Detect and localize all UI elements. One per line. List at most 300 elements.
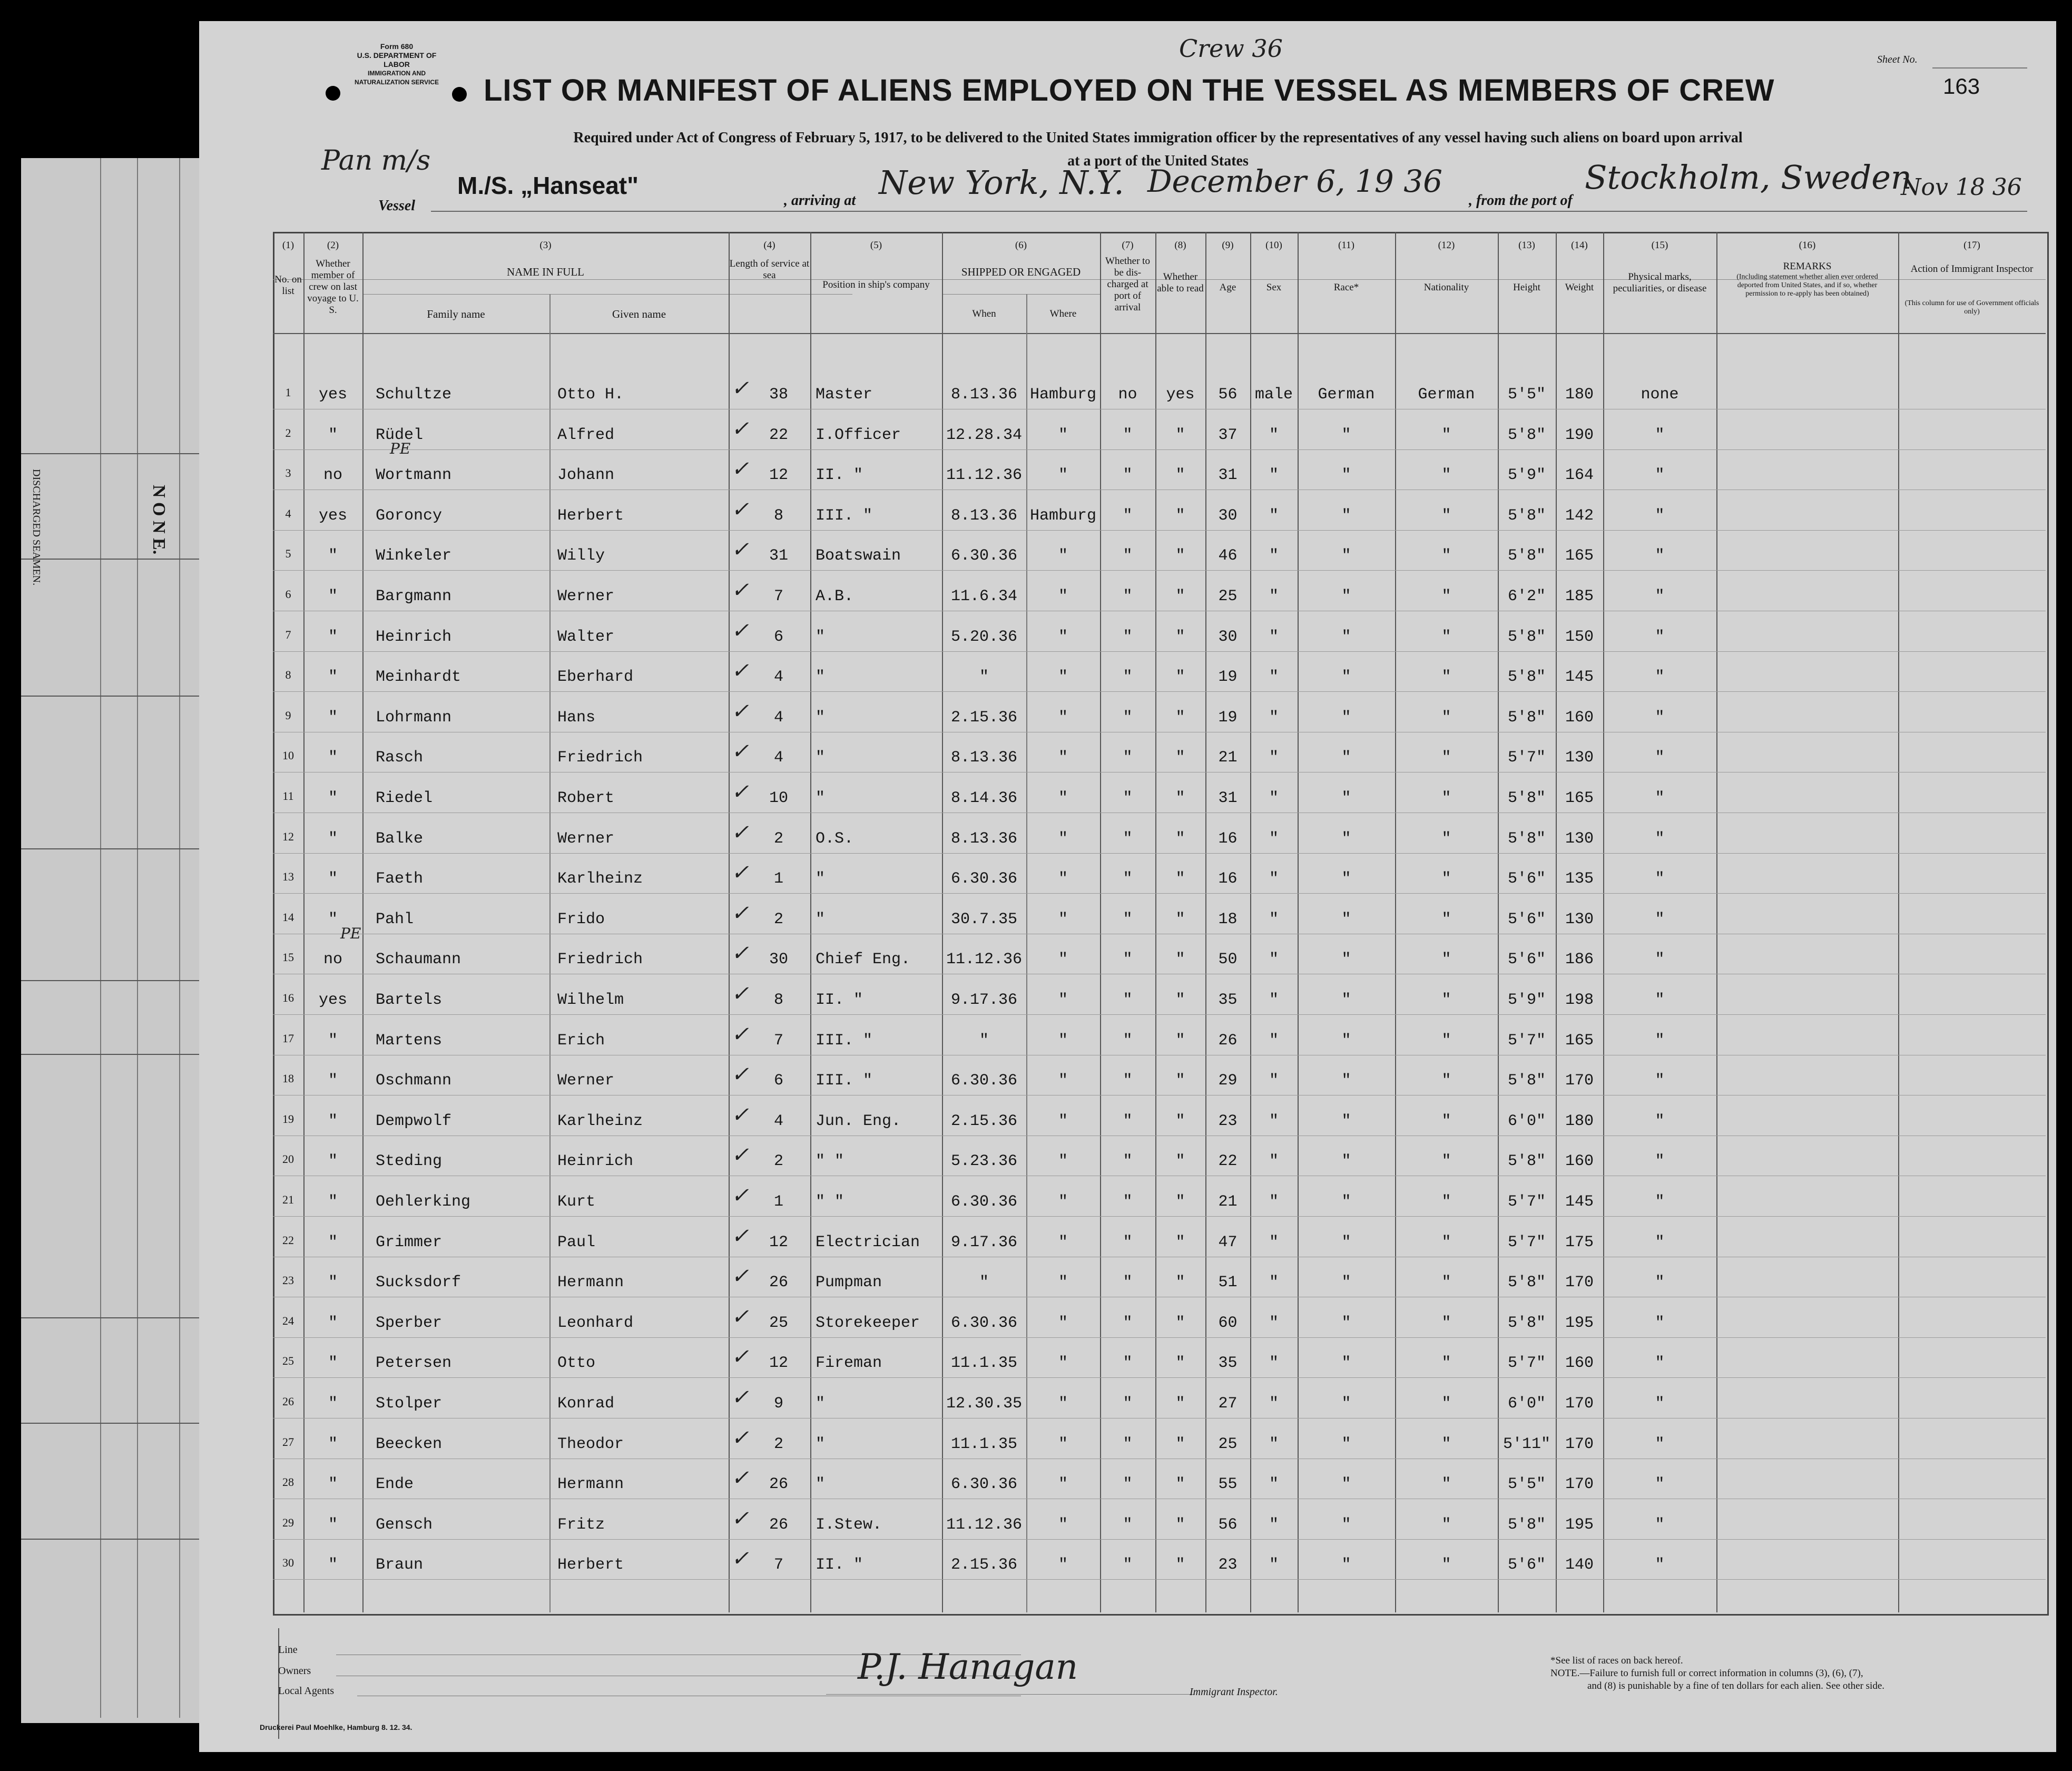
cell-pos-row-11: " [816,789,826,807]
cell-ht-row-3: 5'9" [1507,466,1546,485]
cell-when-row-20: 5.23.36 [950,1152,1018,1171]
cell-pos-row-3: II. " [816,466,863,485]
cell-n-row-22: 22 [282,1233,294,1247]
cell-nat-row-10: " [1441,749,1451,767]
cell-pos-row-1: Master [816,386,873,404]
cell-sex-row-28: " [1269,1475,1279,1494]
manifest-sheet [199,21,2056,1752]
cell-fam-row-29: Gensch [376,1515,433,1534]
cell-n-row-5: 5 [285,547,291,561]
cell-read-row-16: " [1175,991,1185,1009]
cell-pos-row-16: II. " [816,991,863,1009]
cell-read-row-15: " [1175,951,1185,969]
cell-where-row-21: " [1058,1193,1068,1211]
cell-fam-row-11: Riedel [376,789,433,807]
cell-age-row-24: 60 [1218,1314,1238,1332]
cell-dis-row-2: " [1123,426,1133,444]
cell-len-row-25: 12 [769,1354,788,1373]
hdr-length: Length of service at sea [729,258,810,281]
cell-wt-row-16: 198 [1565,991,1594,1009]
cell-m-row-7: " [328,628,338,646]
cell-ht-row-24: 5'8" [1507,1314,1546,1332]
check-mark-icon: ✓ [731,1183,749,1208]
cell-read-row-26: " [1175,1395,1185,1413]
cell-read-row-20: " [1175,1152,1185,1171]
cell-read-row-28: " [1175,1475,1185,1494]
cell-race-row-6: " [1341,588,1351,605]
cell-fam-row-3: Wortmann [376,466,452,485]
cell-len-row-23: 26 [769,1274,788,1292]
cell-giv-row-10: Friedrich [557,749,643,767]
check-mark-icon: ✓ [731,820,749,845]
cell-race-row-14: " [1341,910,1351,928]
cell-giv-row-2: Alfred [557,426,615,444]
cell-when-row-26: 12.30.35 [946,1395,1023,1413]
cell-n-row-2: 2 [285,426,291,439]
cell-age-row-16: 35 [1218,991,1238,1009]
cell-race-row-22: " [1341,1233,1351,1251]
cell-pos-row-2: I.Officer [816,426,901,444]
cell-wt-row-21: 145 [1565,1193,1594,1211]
cell-where-row-30: " [1058,1556,1068,1574]
cell-read-row-22: " [1175,1233,1185,1251]
cell-m-row-12: " [328,829,338,848]
cell-wt-row-20: 160 [1565,1152,1594,1171]
cell-m-row-24: " [328,1314,338,1332]
cell-age-row-7: 30 [1218,628,1238,646]
cell-len-row-4: 8 [773,506,783,525]
cell-wt-row-24: 195 [1565,1314,1594,1332]
cell-nat-row-13: " [1441,870,1451,888]
cell-ht-row-1: 5'5" [1507,386,1546,404]
cell-age-row-28: 55 [1218,1475,1238,1494]
cell-nat-row-18: " [1441,1072,1451,1090]
cell-dis-row-25: " [1123,1354,1133,1373]
cell-read-row-24: " [1175,1314,1185,1332]
cell-m-row-3: no [323,466,342,485]
cell-where-row-2: " [1058,426,1068,444]
cell-race-row-5: " [1341,547,1351,565]
cell-read-row-9: " [1175,708,1185,727]
cell-ht-row-22: 5'7" [1507,1233,1546,1251]
from-port: Stockholm, Sweden [1585,158,1912,197]
cell-sex-row-20: " [1269,1152,1279,1171]
cell-len-row-3: 12 [769,466,788,485]
cell-when-row-18: 6.30.36 [950,1072,1018,1090]
cell-dis-row-27: " [1123,1435,1133,1453]
cell-phys-row-6: " [1655,588,1665,605]
cell-ht-row-10: 5'7" [1507,749,1546,767]
cell-fam-row-27: Beecken [376,1435,443,1453]
cell-dis-row-28: " [1123,1475,1133,1494]
cell-when-row-29: 11.12.36 [946,1515,1023,1534]
cell-m-row-20: " [328,1152,338,1171]
cell-nat-row-20: " [1441,1152,1451,1171]
cell-age-row-11: 31 [1218,789,1238,807]
cell-n-row-6: 6 [285,588,291,601]
cell-n-row-10: 10 [282,749,294,762]
cell-age-row-14: 18 [1218,910,1238,928]
cell-len-row-15: 30 [769,951,788,969]
top-annotation: Crew 36 [1179,34,1283,63]
hdr-name-full: NAME IN FULL [507,266,584,278]
cell-nat-row-22: " [1441,1233,1451,1251]
cell-m-row-15: no [323,951,342,969]
cell-read-row-19: " [1175,1112,1185,1130]
cell-wt-row-26: 170 [1565,1395,1594,1413]
cell-dis-row-14: " [1123,910,1133,928]
cell-where-row-20: " [1058,1152,1068,1171]
cell-dis-row-8: " [1123,668,1133,687]
cell-len-row-10: 4 [773,749,783,767]
cell-fam-row-20: Steding [376,1152,443,1171]
cell-where-row-10: " [1058,749,1068,767]
cell-m-row-18: " [328,1072,338,1090]
cell-wt-row-9: 160 [1565,708,1594,727]
cell-race-row-26: " [1341,1395,1351,1413]
cell-when-row-2: 12.28.34 [946,426,1023,444]
cell-giv-row-15: Friedrich [557,951,643,969]
cell-where-row-16: " [1058,991,1068,1009]
cell-when-row-10: 8.13.36 [950,749,1018,767]
cell-nat-row-26: " [1441,1395,1451,1413]
cell-where-row-8: " [1058,668,1068,687]
cell-fam-row-10: Rasch [376,749,424,767]
cell-wt-row-7: 150 [1565,628,1594,646]
cell-where-row-14: " [1058,910,1068,928]
cell-dis-row-16: " [1123,991,1133,1009]
cell-ht-row-9: 5'8" [1507,708,1546,727]
cell-m-row-16: yes [318,991,347,1009]
cell-race-row-2: " [1341,426,1351,444]
cell-nat-row-29: " [1441,1515,1451,1534]
cell-sex-row-9: " [1269,708,1279,727]
cell-where-row-7: " [1058,628,1068,646]
cell-m-row-28: " [328,1475,338,1494]
cell-len-row-20: 2 [773,1152,783,1171]
cell-len-row-13: 1 [773,870,783,888]
cell-read-row-3: " [1175,466,1185,485]
cell-where-row-11: " [1058,789,1068,807]
cell-sex-row-1: male [1254,386,1293,404]
cell-nat-row-27: " [1441,1435,1451,1453]
check-mark-icon: ✓ [731,578,749,602]
cell-dis-row-7: " [1123,628,1133,646]
cell-nat-row-24: " [1441,1314,1451,1332]
cell-wt-row-18: 170 [1565,1072,1594,1090]
cell-nat-row-28: " [1441,1475,1451,1494]
check-mark-icon: ✓ [731,1102,749,1127]
cell-wt-row-5: 165 [1565,547,1594,565]
cell-race-row-10: " [1341,749,1351,767]
cell-n-row-25: 25 [282,1354,294,1368]
cell-age-row-19: 23 [1218,1112,1238,1130]
cell-len-row-30: 7 [773,1556,783,1574]
check-mark-icon: ✓ [731,780,749,804]
cell-phys-row-10: " [1655,749,1665,767]
cell-dis-row-12: " [1123,829,1133,848]
cell-where-row-25: " [1058,1354,1068,1373]
cell-n-row-29: 29 [282,1515,294,1529]
cell-race-row-29: " [1341,1515,1351,1534]
cell-dis-row-19: " [1123,1112,1133,1130]
col-num-10: (10) [1265,240,1282,251]
cell-len-row-11: 10 [769,789,788,807]
cell-phys-row-25: " [1655,1354,1665,1373]
cell-fam-row-14: Pahl [376,910,414,928]
cell-race-row-8: " [1341,668,1351,687]
check-mark-icon: ✓ [731,1466,749,1491]
arrival-date: December 6, 19 36 [1147,163,1443,199]
from-label: , from the port of [1469,192,1573,209]
cell-when-row-27: 11.1.35 [950,1435,1018,1453]
cell-sex-row-19: " [1269,1112,1279,1130]
col-num-3: (3) [539,240,552,251]
cell-age-row-17: 26 [1218,1031,1238,1050]
cell-sex-row-26: " [1269,1395,1279,1413]
cell-read-row-17: " [1175,1031,1185,1050]
cell-dis-row-22: " [1123,1233,1133,1251]
cell-wt-row-11: 165 [1565,789,1594,807]
cell-dis-row-24: " [1123,1314,1133,1332]
cell-when-row-11: 8.14.36 [950,789,1018,807]
cell-phys-row-12: " [1655,829,1665,848]
cell-pos-row-6: A.B. [816,588,854,605]
cell-age-row-30: 23 [1218,1556,1238,1574]
cell-fam-row-23: Sucksdorf [376,1274,461,1292]
cell-where-row-17: " [1058,1031,1068,1050]
cell-wt-row-4: 142 [1565,506,1594,525]
cell-giv-row-14: Frido [557,910,605,928]
cell-fam-row-4: Goroncy [376,506,443,525]
cell-ht-row-4: 5'8" [1507,506,1546,525]
cell-len-row-5: 31 [769,547,788,565]
check-mark-icon: ✓ [731,860,749,885]
cell-fam-row-30: Braun [376,1556,424,1574]
col-num-2: (2) [327,240,339,251]
check-mark-icon: ✓ [731,1506,749,1531]
cell-m-row-30: " [328,1556,338,1574]
cell-wt-row-2: 190 [1565,426,1594,444]
cell-giv-row-23: Hermann [557,1274,624,1292]
cell-ht-row-11: 5'8" [1507,789,1546,807]
cell-read-row-12: " [1175,829,1185,848]
cell-n-row-19: 19 [282,1112,294,1126]
cell-ht-row-5: 5'8" [1507,547,1546,565]
cell-pos-row-8: " [816,668,826,687]
cell-giv-row-9: Hans [557,708,596,727]
cell-nat-row-25: " [1441,1354,1451,1373]
hdr-weight: Weight [1565,282,1594,293]
hdr-no-on-list: No. on list [274,274,302,297]
cell-where-row-1: Hamburg [1029,386,1097,404]
cell-when-row-7: 5.20.36 [950,628,1018,646]
cell-sex-row-4: " [1269,506,1279,525]
cell-phys-row-17: " [1655,1031,1665,1050]
hdr-action: Action of Immigrant Inspector [1910,263,2034,275]
cell-pos-row-19: Jun. Eng. [816,1112,901,1130]
cell-age-row-20: 22 [1218,1152,1238,1171]
cell-when-row-17: " [979,1031,989,1050]
cell-phys-row-14: " [1655,910,1665,928]
cell-nat-row-19: " [1441,1112,1451,1130]
cell-m-row-22: " [328,1233,338,1251]
cell-wt-row-30: 140 [1565,1556,1594,1574]
check-mark-icon: ✓ [731,699,749,723]
cell-len-row-26: 9 [773,1395,783,1413]
cell-age-row-25: 35 [1218,1354,1238,1373]
cell-giv-row-24: Leonhard [557,1314,634,1332]
col-num-4: (4) [763,240,775,251]
cell-nat-row-21: " [1441,1193,1451,1211]
cell-fam-row-21: Oehlerking [376,1193,471,1211]
cell-pos-row-7: " [816,628,826,646]
footer-note1: *See list of races on back hereof. [1550,1655,1683,1666]
cell-giv-row-20: Heinrich [557,1152,634,1171]
cell-sex-row-27: " [1269,1435,1279,1453]
cell-nat-row-30: " [1441,1556,1451,1574]
cell-when-row-30: 2.15.36 [950,1556,1018,1574]
cell-ht-row-6: 6'2" [1507,588,1546,605]
col-num-8: (8) [1174,240,1186,251]
cell-dis-row-4: " [1123,506,1133,525]
cell-fam-row-6: Bargmann [376,588,452,605]
cell-dis-row-26: " [1123,1395,1133,1413]
cell-len-row-14: 2 [773,910,783,928]
cell-read-row-5: " [1175,547,1185,565]
cell-age-row-22: 47 [1218,1233,1238,1251]
cell-where-row-5: " [1058,547,1068,565]
hdr-where: Where [1049,308,1077,319]
cell-ht-row-12: 5'8" [1507,829,1546,848]
cell-n-row-12: 12 [282,829,294,843]
cell-phys-row-22: " [1655,1233,1665,1251]
cell-age-row-27: 25 [1218,1435,1238,1453]
cell-fam-row-8: Meinhardt [376,668,461,687]
check-mark-icon: ✓ [731,1385,749,1410]
cell-phys-row-3: " [1655,466,1665,485]
col-num-9: (9) [1222,240,1234,251]
cell-nat-row-3: " [1441,466,1451,485]
cell-read-row-13: " [1175,870,1185,888]
cell-len-row-16: 8 [773,991,783,1009]
cell-fam-row-22: Grimmer [376,1233,443,1251]
cell-phys-row-29: " [1655,1515,1665,1534]
hdr-race: Race* [1333,282,1359,293]
cell-sex-row-23: " [1269,1274,1279,1292]
cell-sex-row-21: " [1269,1193,1279,1211]
col-num-15: (15) [1651,240,1668,251]
cell-phys-row-9: " [1655,708,1665,727]
cell-wt-row-3: 164 [1565,466,1594,485]
cell-pos-row-12: O.S. [816,829,854,848]
cell-m-row-2: " [328,426,338,444]
cell-nat-row-2: " [1441,426,1451,444]
cell-dis-row-5: " [1123,547,1133,565]
cell-phys-row-30: " [1655,1556,1665,1574]
cell-pos-row-27: " [816,1435,826,1453]
col-num-17: (17) [1963,240,1980,251]
cell-when-row-14: 30.7.35 [950,910,1018,928]
cell-dis-row-23: " [1123,1274,1133,1292]
cell-giv-row-19: Karlheinz [557,1112,643,1130]
hdr-position: Position in ship's company [822,279,930,290]
cell-ht-row-21: 5'7" [1507,1193,1546,1211]
cell-fam-row-19: Dempwolf [376,1112,452,1130]
cell-wt-row-19: 180 [1565,1112,1594,1130]
check-mark-icon: ✓ [731,1143,749,1168]
cell-age-row-15: 50 [1218,951,1238,969]
cell-dis-row-20: " [1123,1152,1133,1171]
cell-wt-row-1: 180 [1565,386,1594,404]
cell-m-row-5: " [328,547,338,565]
cell-sex-row-29: " [1269,1515,1279,1534]
sheet-number: 163 [1943,74,1980,99]
cell-giv-row-18: Werner [557,1072,615,1090]
cell-phys-row-28: " [1655,1475,1665,1494]
cell-giv-row-7: Walter [557,628,615,646]
cell-len-row-19: 4 [773,1112,783,1130]
cell-pos-row-18: III. " [816,1072,873,1090]
cell-race-row-28: " [1341,1475,1351,1494]
cell-len-row-21: 1 [773,1193,783,1211]
cell-wt-row-25: 160 [1565,1354,1594,1373]
cell-sex-row-2: " [1269,426,1279,444]
cell-pos-row-4: III. " [816,506,873,525]
cell-ht-row-23: 5'8" [1507,1274,1546,1292]
cell-sex-row-14: " [1269,910,1279,928]
cell-fam-row-17: Martens [376,1031,443,1050]
cell-fam-row-24: Sperber [376,1314,443,1332]
cell-age-row-21: 21 [1218,1193,1238,1211]
cell-dis-row-29: " [1123,1515,1133,1534]
cell-read-row-29: " [1175,1515,1185,1534]
cell-len-row-1: 38 [769,386,788,404]
cell-ht-row-14: 5'6" [1507,910,1546,928]
cell-n-row-24: 24 [282,1314,294,1327]
cell-n-row-30: 30 [282,1556,294,1570]
cell-fam-row-12: Balke [376,829,424,848]
cell-phys-row-24: " [1655,1314,1665,1332]
cell-dis-row-13: " [1123,870,1133,888]
cell-m-row-10: " [328,749,338,767]
cell-dis-row-17: " [1123,1031,1133,1050]
cell-age-row-9: 19 [1218,708,1238,727]
cell-when-row-13: 6.30.36 [950,870,1018,888]
cell-len-row-22: 12 [769,1233,788,1251]
cell-phys-row-15: " [1655,951,1665,969]
cell-giv-row-25: Otto [557,1354,596,1373]
cell-ht-row-16: 5'9" [1507,991,1546,1009]
cell-sex-row-17: " [1269,1031,1279,1050]
check-mark-icon: ✓ [731,941,749,966]
cell-race-row-21: " [1341,1193,1351,1211]
cell-race-row-16: " [1341,991,1351,1009]
cell-race-row-9: " [1341,708,1351,727]
binder-hole-right [452,87,467,102]
cell-ht-row-8: 5'8" [1507,668,1546,687]
cell-when-row-16: 9.17.36 [950,991,1018,1009]
col-num-5: (5) [870,240,882,251]
cell-m-row-13: " [328,870,338,888]
pe-mark-row-3: PE [390,440,411,457]
hdr-discharged: Whether to be dis-charged at port of arrival [1105,256,1150,313]
cell-where-row-18: " [1058,1072,1068,1090]
hdr-physical: Physical marks, peculiarities, or disease [1613,271,1707,294]
col-num-16: (16) [1799,240,1816,251]
cell-len-row-2: 22 [769,426,788,444]
cell-nat-row-6: " [1441,588,1451,605]
